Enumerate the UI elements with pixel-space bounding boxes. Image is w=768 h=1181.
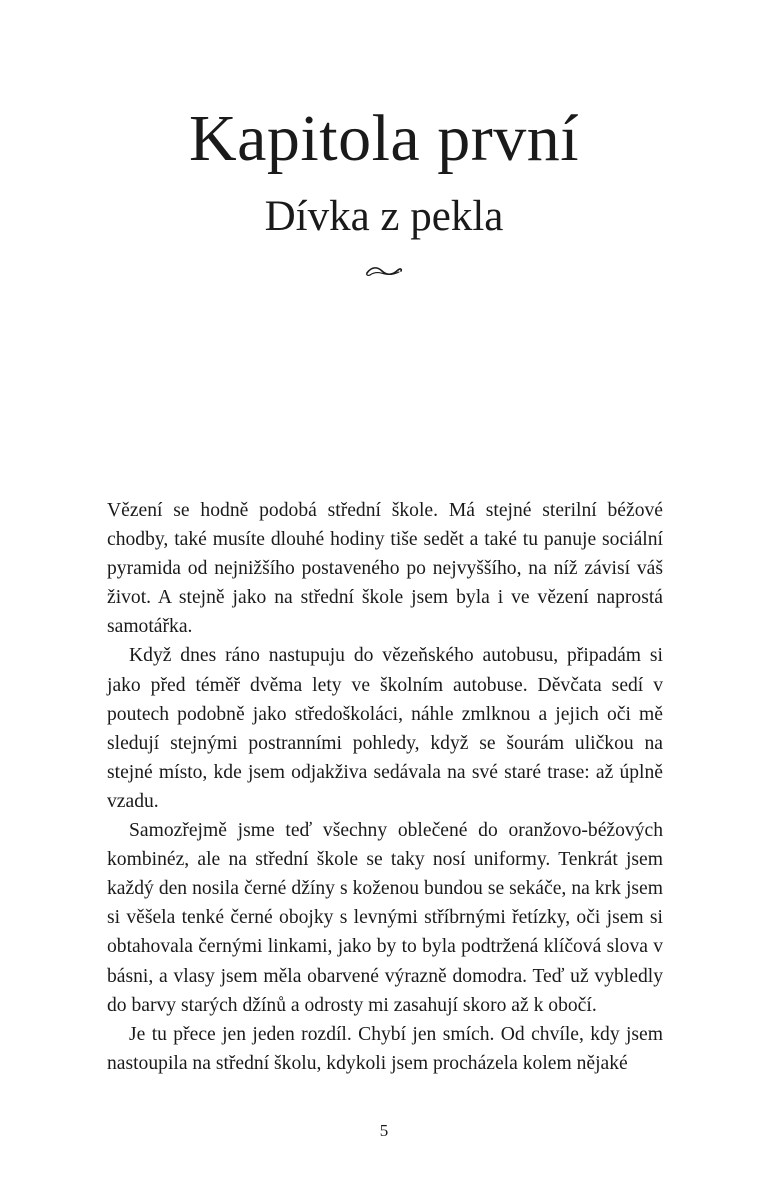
paragraph: Vězení se hodně podobá střední škole. Má stejné sterilní béžové chodby, také musíte dlouhé hodiny tiše sedět a také tu panuje sociální pyramida od nejnižšího postaveného po nejvyššího, na níž závisí váš život. A stejně jako na střední škole jsem byla i ve vězení naprostá samotářka. [107,500,663,638]
page-number: 5 [379,1121,389,1140]
chapter-subtitle: Dívka z pekla [264,193,504,240]
paragraph: Je tu přece jen jeden rozdíl. Chybí jen smích. Od chvíle, kdy jsem nastoupila na střední školu, kdykoli jsem procházela kolem nějaké [107,1023,663,1074]
chapter-body [107,496,663,1078]
paragraph: Když dnes ráno nastupuju do vězeňského autobusu, připadám si jako před téměř dvěma lety ve školním autobuse. Děvčata sedí v poutech podobně jako středoškoláci, náhle zmlknou a jejich oči mě sledují stejnými postranními pohledy, když se šourám uličkou na stejné místo, kde jsem odjakživa sedávala na své staré trase: až úplně vzadu. [107,645,663,812]
paragraph: Samozřejmě jsme teď všechny oblečené do oranžovo-béžových kombinéz, ale na střední škole se taky nosí uniformy. Tenkrát jsem každý den nosila černé džíny s koženou bundou se sekáče, na krk jsem si věšela tenké černé obojky s levnými stříbrnými řetízky, oči jsem si obtahovala černými linkami, jako by to byla podtržená klíčová slova v básni, a vlasy jsem měla obarvené výrazně domodra. Teď už vybledly do barvy starých džínů a odrosty mi zasahují skoro až k obočí. [107,820,663,1016]
flourish-icon [364,262,404,280]
chapter-title: Kapitola první [188,102,580,175]
